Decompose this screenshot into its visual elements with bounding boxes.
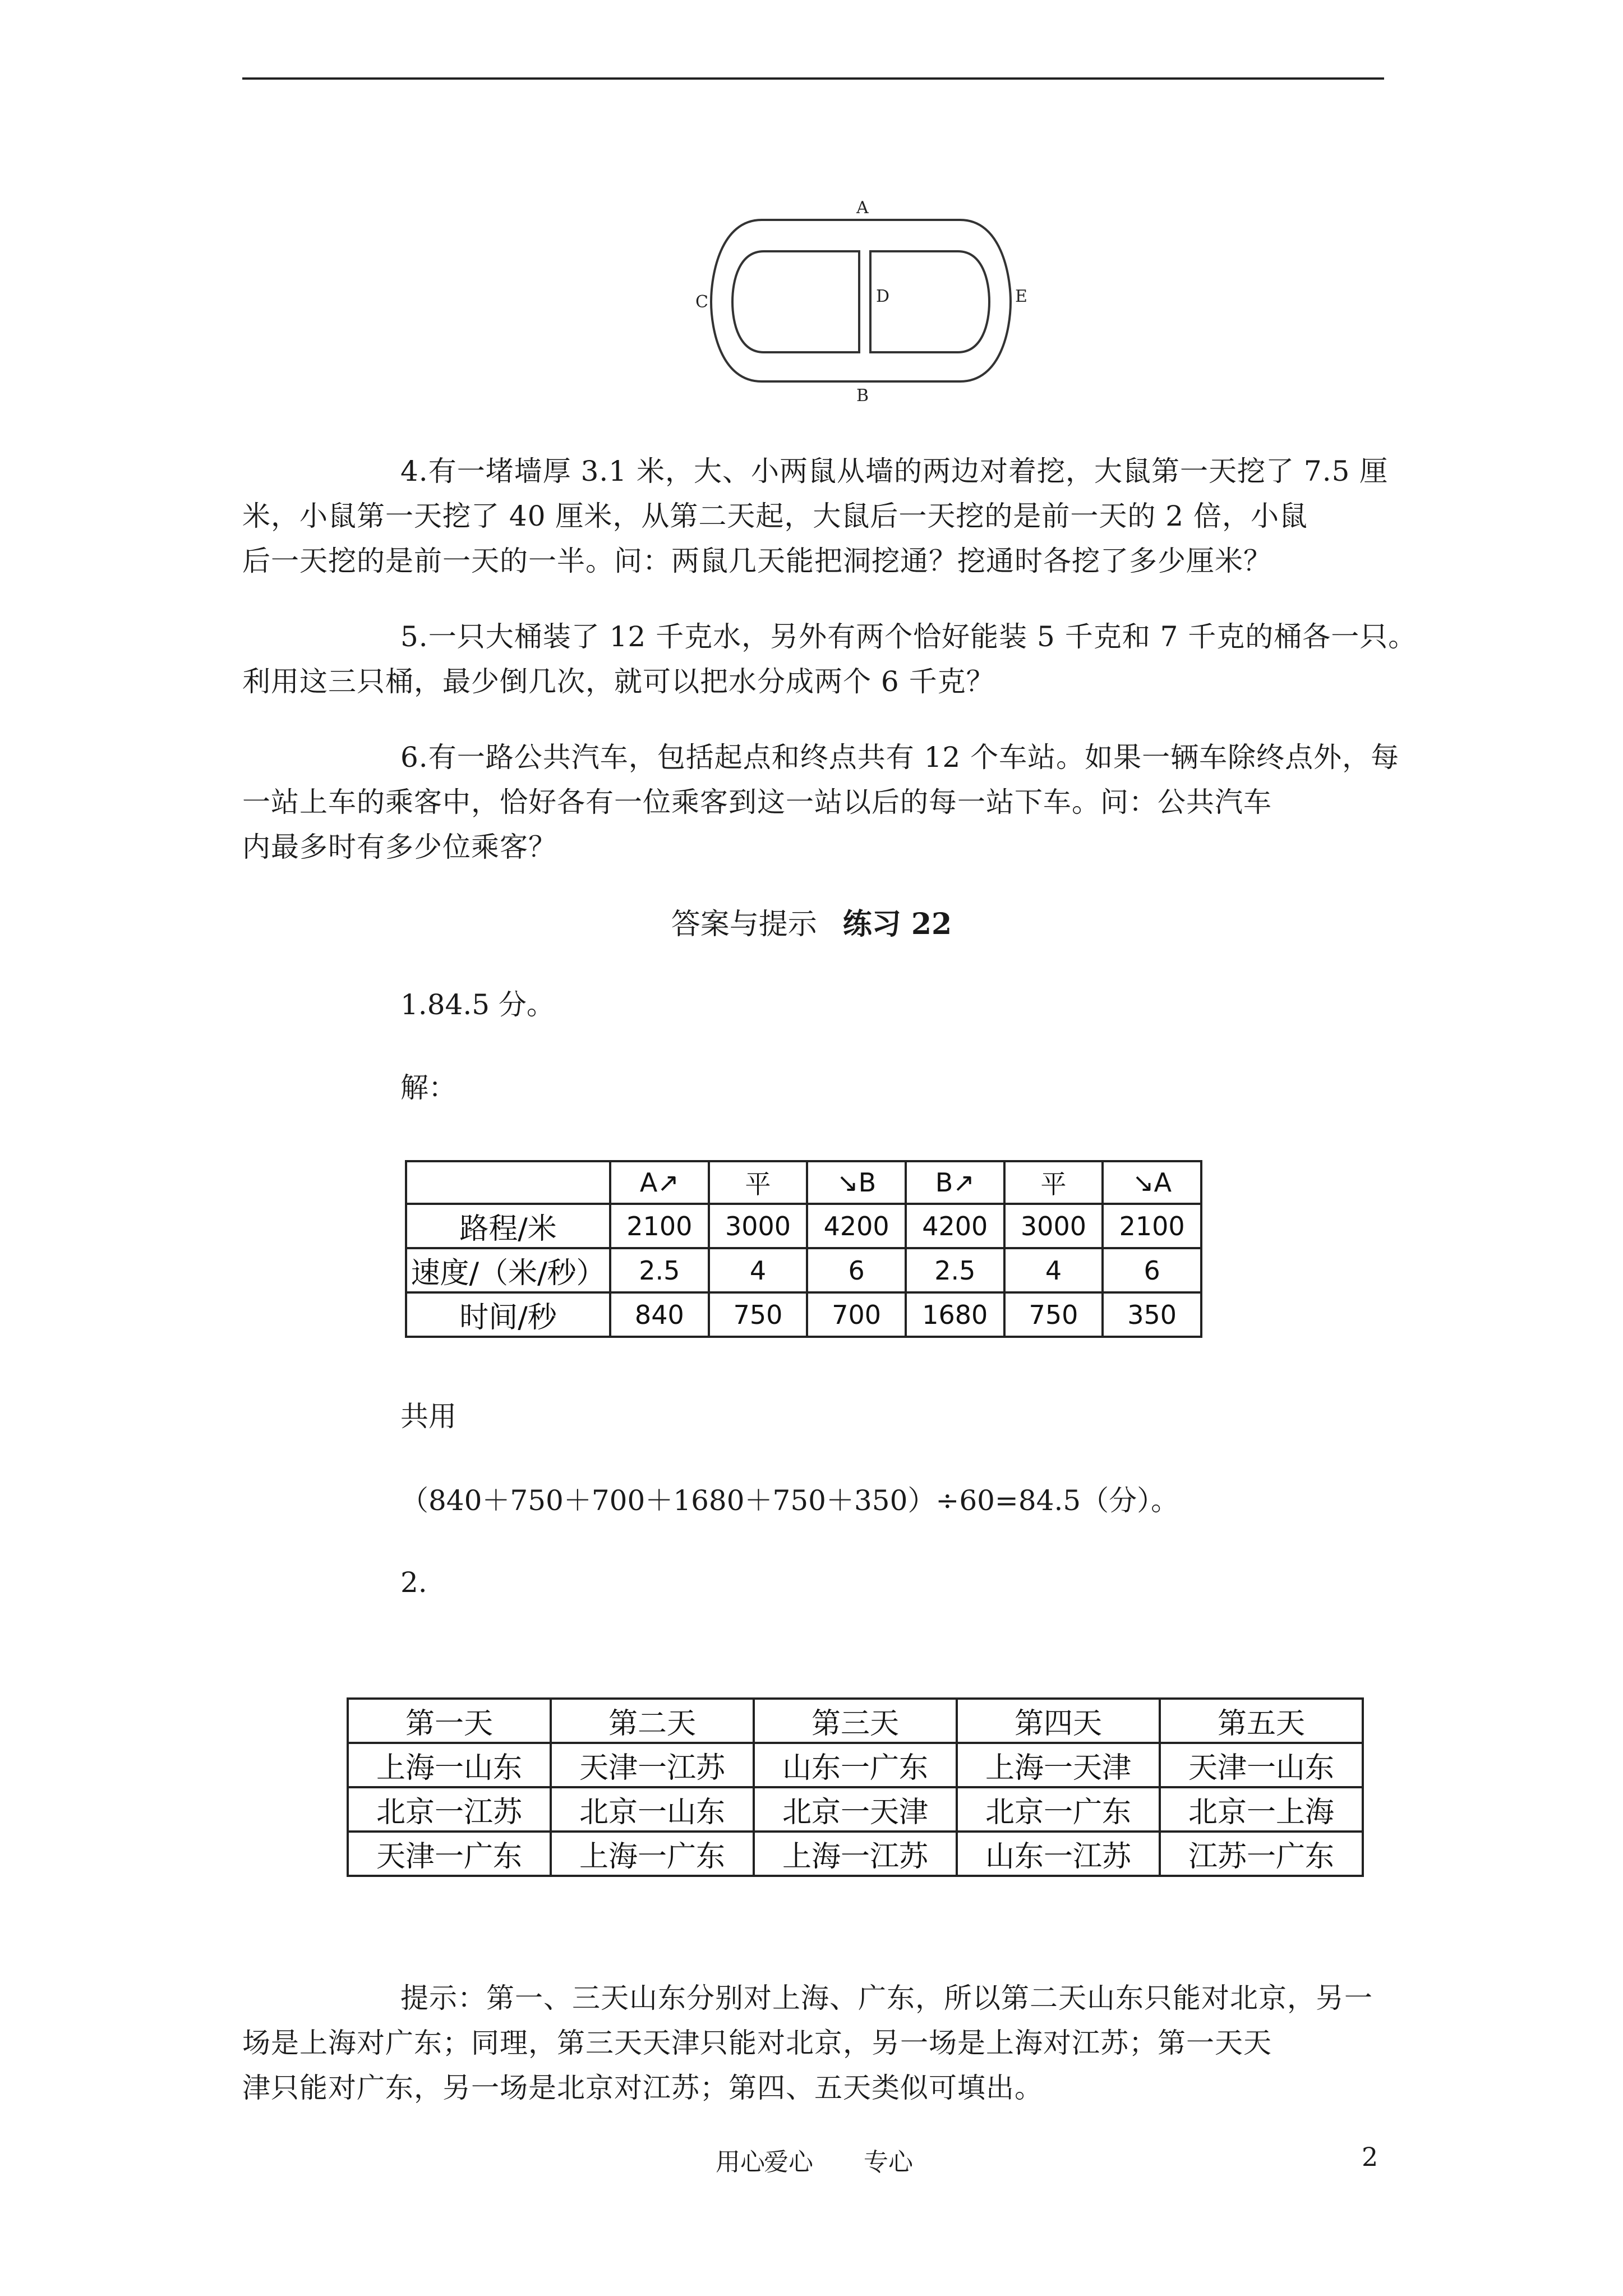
table-cell: 江苏一广东 — [1160, 1832, 1363, 1876]
label-e: E — [1015, 287, 1027, 306]
table-row — [348, 1743, 1363, 1787]
table-cell: 北京一山东 — [551, 1787, 754, 1832]
table-cell: 速度/（米/秒） — [406, 1248, 610, 1292]
problem-line: 米，小鼠第一天挖了 40 厘米，从第二天起，大鼠后一天挖的是前一天的 2 倍，小鼠 — [242, 500, 1308, 532]
footer-item: 用心 — [716, 2148, 765, 2177]
page-number: 2 — [1362, 2142, 1378, 2172]
table-cell: 第一天 — [348, 1699, 551, 1743]
table-cell: 第二天 — [551, 1699, 754, 1743]
problem-line: 一站上车的乘客中，恰好各有一位乘客到这一站以后的每一站下车。问：公共汽车 — [242, 786, 1272, 818]
table-cell: ↘A — [1103, 1161, 1201, 1204]
hint-line: 津只能对广东，另一场是北京对江苏；第四、五天类似可填出。 — [242, 2072, 1043, 2104]
table-cell — [406, 1161, 610, 1204]
label-c: C — [695, 292, 708, 312]
table-row — [406, 1204, 1201, 1248]
table-cell: 上海一山东 — [348, 1743, 551, 1787]
table-cell: 4 — [709, 1248, 808, 1292]
answer-1: 1.84.5 分。 — [400, 988, 555, 1021]
speed-table — [405, 1160, 1202, 1338]
table-cell: 上海一广东 — [551, 1832, 754, 1876]
problem-line: 6.有一路公共汽车，包括起点和终点共有 12 个车站。如果一辆车除终点外，每 — [400, 741, 1400, 774]
problem-line: 5.一只大桶装了 12 千克水，另外有两个恰好能装 5 千克和 7 千克的桶各一只。 — [400, 620, 1417, 653]
table-cell: 第五天 — [1160, 1699, 1363, 1743]
table-cell: 350 — [1103, 1292, 1201, 1337]
table-cell: A↗ — [610, 1161, 709, 1204]
total-label: 共用 — [400, 1400, 457, 1433]
table-row — [406, 1292, 1201, 1337]
answers-heading — [0, 900, 1623, 942]
table-cell: 750 — [1004, 1292, 1103, 1337]
table-cell: 2100 — [610, 1204, 709, 1248]
table-cell: 4200 — [906, 1204, 1004, 1248]
table-cell: 840 — [610, 1292, 709, 1337]
table-cell: 上海一天津 — [957, 1743, 1160, 1787]
table-cell: 2100 — [1103, 1204, 1201, 1248]
table-cell: 750 — [709, 1292, 808, 1337]
table-cell: 6 — [807, 1248, 906, 1292]
table-row — [348, 1787, 1363, 1832]
problem-4 — [242, 449, 1389, 583]
table-cell: 上海一江苏 — [754, 1832, 957, 1876]
solution-label: 解： — [400, 1071, 457, 1104]
table-cell: 天津一广东 — [348, 1832, 551, 1876]
table-cell: 3000 — [1004, 1204, 1103, 1248]
table-cell: 天津一山东 — [1160, 1743, 1363, 1787]
table-header-row — [348, 1699, 1363, 1743]
table-cell: 2.5 — [610, 1248, 709, 1292]
problem-line: 4.有一堵墙厚 3.1 米，大、小两鼠从墙的两边对着挖，大鼠第一天挖了 7.5 厘 — [400, 455, 1389, 487]
footer-item: 专心 — [864, 2148, 913, 2177]
problem-line: 内最多时有多少位乘客？ — [242, 831, 557, 863]
table-row — [348, 1832, 1363, 1876]
table-cell: 山东一江苏 — [957, 1832, 1160, 1876]
problem-5 — [242, 614, 1417, 704]
table-cell: 时间/秒 — [406, 1292, 610, 1337]
left-inner-field — [732, 251, 859, 352]
table-cell: ↘B — [807, 1161, 906, 1204]
footer-item: 爱心 — [764, 2148, 813, 2177]
answer-2: 2. — [400, 1566, 427, 1599]
label-d: D — [876, 287, 890, 306]
problem-6 — [242, 735, 1400, 869]
answers-heading-bold: 练习 22 — [842, 907, 952, 941]
table-cell: 山东一广东 — [754, 1743, 957, 1787]
table-cell: 北京一上海 — [1160, 1787, 1363, 1832]
outer-track — [711, 220, 1011, 381]
header-rule — [242, 77, 1384, 80]
problem-line: 后一天挖的是前一天的一半。问：两鼠几天能把洞挖通？挖通时各挖了多少厘米？ — [242, 545, 1272, 577]
table-cell: 北京一江苏 — [348, 1787, 551, 1832]
table-cell: 天津一江苏 — [551, 1743, 754, 1787]
hint-line: 场是上海对广东；同理，第三天天津只能对北京，另一场是上海对江苏；第一天天 — [242, 2027, 1272, 2059]
table-header-row — [406, 1161, 1201, 1204]
match-schedule-table — [347, 1697, 1364, 1877]
table-cell: 4 — [1004, 1248, 1103, 1292]
table-cell: 700 — [807, 1292, 906, 1337]
table-cell: 6 — [1103, 1248, 1201, 1292]
table-cell: 1680 — [906, 1292, 1004, 1337]
label-a: A — [856, 198, 869, 218]
formula: （840＋750＋700＋1680＋750＋350）÷60=84.5（分）。 — [400, 1484, 1179, 1517]
table-cell: 路程/米 — [406, 1204, 610, 1248]
hint-line: 提示：第一、三天山东分别对上海、广东，所以第二天山东只能对北京，另一 — [400, 1982, 1373, 2014]
label-b: B — [856, 386, 869, 404]
track-diagram — [695, 196, 1032, 404]
table-cell: 3000 — [709, 1204, 808, 1248]
table-cell: 第四天 — [957, 1699, 1160, 1743]
answers-heading-text: 答案与提示 — [671, 908, 817, 941]
table-cell: 北京一天津 — [754, 1787, 957, 1832]
table-cell: 平 — [1004, 1161, 1103, 1204]
table-cell: 第三天 — [754, 1699, 957, 1743]
table-cell: 平 — [709, 1161, 808, 1204]
table-cell: 4200 — [807, 1204, 906, 1248]
table-cell: 2.5 — [906, 1248, 1004, 1292]
problem-line: 利用这三只桶，最少倒几次，就可以把水分成两个 6 千克？ — [242, 665, 995, 698]
table-cell: 北京一广东 — [957, 1787, 1160, 1832]
hint — [242, 1976, 1384, 2110]
table-row — [406, 1248, 1201, 1292]
table-cell: B↗ — [906, 1161, 1004, 1204]
